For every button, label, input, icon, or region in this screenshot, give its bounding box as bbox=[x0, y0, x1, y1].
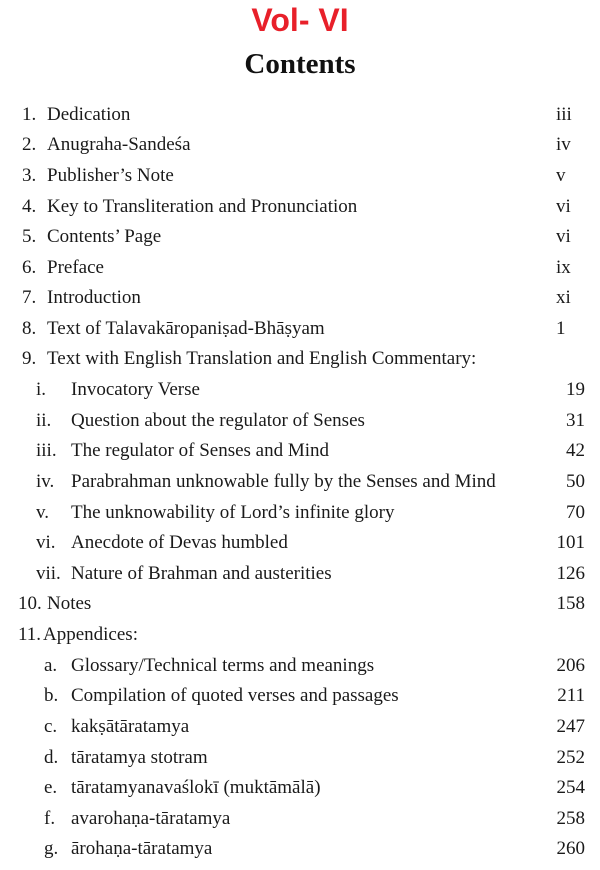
toc-entry bbox=[0, 314, 600, 344]
toc-subentry bbox=[0, 773, 600, 803]
entry-page: 258 bbox=[556, 808, 585, 829]
entry-number: vii. bbox=[36, 563, 61, 584]
entry-title: The unknowability of Lord’s infinite glory bbox=[71, 502, 395, 523]
entry-title: Appendices: bbox=[43, 624, 138, 645]
toc-entry bbox=[0, 161, 600, 191]
entry-number: 11. bbox=[18, 624, 42, 645]
entry-number: 10. bbox=[18, 593, 42, 614]
toc-subentry bbox=[0, 559, 600, 589]
toc-subentry bbox=[0, 528, 600, 558]
entry-number: 3. bbox=[22, 165, 37, 186]
entry-number: 9. bbox=[22, 348, 37, 369]
entry-page: 42 bbox=[566, 440, 585, 461]
toc-subentry bbox=[0, 498, 600, 528]
entry-page: 247 bbox=[556, 716, 585, 737]
entry-number: 1. bbox=[22, 104, 37, 125]
entry-number: 7. bbox=[22, 287, 37, 308]
entry-title: tāratamya stotram bbox=[71, 747, 208, 768]
entry-page: 211 bbox=[557, 685, 585, 706]
page-title: Contents bbox=[244, 48, 356, 80]
entry-page: 158 bbox=[556, 593, 585, 614]
entry-number: 5. bbox=[22, 226, 37, 247]
toc-entry bbox=[0, 620, 600, 650]
entry-title: Contents’ Page bbox=[47, 226, 162, 247]
toc-entry bbox=[0, 283, 600, 313]
entry-title: Compilation of quoted verses and passages bbox=[71, 685, 399, 706]
toc-subentry bbox=[0, 834, 600, 864]
entry-title: Dedication bbox=[47, 104, 131, 125]
entry-number: d. bbox=[44, 747, 59, 768]
toc-entry bbox=[0, 253, 600, 283]
toc-subentry bbox=[0, 406, 600, 436]
entry-page: 260 bbox=[556, 838, 585, 859]
toc-entry bbox=[0, 344, 600, 374]
entry-page: 254 bbox=[556, 777, 585, 798]
entry-title: Anugraha-Sandeśa bbox=[47, 134, 191, 155]
toc-subentry bbox=[0, 804, 600, 834]
entry-page: vi bbox=[556, 196, 571, 217]
toc-entry bbox=[0, 222, 600, 252]
entry-page: 101 bbox=[556, 532, 585, 553]
toc-entry bbox=[0, 130, 600, 160]
entry-page: 252 bbox=[556, 747, 585, 768]
entry-number: 4. bbox=[22, 196, 37, 217]
entry-title: Glossary/Technical terms and meanings bbox=[71, 655, 375, 676]
entry-page: iv bbox=[556, 134, 571, 155]
entry-number: ii. bbox=[36, 410, 52, 431]
entry-page: ix bbox=[556, 257, 571, 278]
toc-entry bbox=[0, 589, 600, 619]
entry-page: 19 bbox=[566, 379, 585, 400]
entry-number: b. bbox=[44, 685, 59, 706]
entry-number: f. bbox=[44, 808, 56, 829]
entry-page: iii bbox=[556, 104, 572, 125]
entry-number: 8. bbox=[22, 318, 37, 339]
entry-page: vi bbox=[556, 226, 571, 247]
entry-title: Notes bbox=[47, 593, 92, 614]
entry-title: The regulator of Senses and Mind bbox=[71, 440, 330, 461]
entry-number: i. bbox=[36, 379, 47, 400]
entry-title: Text with English Translation and English Commentary: bbox=[47, 348, 477, 369]
entry-number: 2. bbox=[22, 134, 37, 155]
toc-subentry bbox=[0, 651, 600, 681]
entry-title: Publisher’s Note bbox=[47, 165, 174, 186]
toc-entry bbox=[0, 192, 600, 222]
entry-number: c. bbox=[44, 716, 58, 737]
toc-subentry bbox=[0, 743, 600, 773]
entry-title: ārohaṇa-tāratamya bbox=[71, 838, 213, 859]
entry-page: 126 bbox=[556, 563, 585, 584]
entry-page: 1 bbox=[556, 318, 566, 339]
entry-number: g. bbox=[44, 838, 59, 859]
entry-number: a. bbox=[44, 655, 58, 676]
entry-title: tāratamyanavaślokī (muktāmālā) bbox=[71, 777, 321, 798]
toc-entry bbox=[0, 100, 600, 130]
entry-title: Parabrahman unknowable fully by the Senses and Mind bbox=[71, 471, 496, 492]
entry-number: v. bbox=[36, 502, 50, 523]
entry-title: kakṣātāratamya bbox=[71, 716, 190, 737]
entry-number: vi. bbox=[36, 532, 56, 553]
entry-title: Question about the regulator of Senses bbox=[71, 410, 365, 431]
entry-page: 206 bbox=[556, 655, 585, 676]
entry-title: avarohaṇa-tāratamya bbox=[71, 808, 231, 829]
entry-number: iii. bbox=[36, 440, 57, 461]
entry-page: xi bbox=[556, 287, 571, 308]
entry-number: iv. bbox=[36, 471, 55, 492]
entry-title: Invocatory Verse bbox=[71, 379, 200, 400]
volume-heading: Vol- VI bbox=[251, 2, 349, 38]
entry-page: 70 bbox=[566, 502, 585, 523]
entry-title: Text of Talavakāropaniṣad-Bhāṣyam bbox=[47, 318, 325, 339]
entry-title: Preface bbox=[47, 257, 104, 278]
entry-number: e. bbox=[44, 777, 58, 798]
entry-title: Introduction bbox=[47, 287, 141, 308]
entry-page: 50 bbox=[566, 471, 585, 492]
toc-subentry bbox=[0, 436, 600, 466]
entry-title: Anecdote of Devas humbled bbox=[71, 532, 288, 553]
toc-subentry bbox=[0, 467, 600, 497]
toc-subentry bbox=[0, 681, 600, 711]
entry-page: 31 bbox=[566, 410, 585, 431]
entry-number: 6. bbox=[22, 257, 37, 278]
entry-title: Nature of Brahman and austerities bbox=[71, 563, 332, 584]
entry-page: v bbox=[556, 165, 566, 186]
toc-subentry bbox=[0, 375, 600, 405]
toc-subentry bbox=[0, 712, 600, 742]
entry-title: Key to Transliteration and Pronunciation bbox=[47, 196, 358, 217]
